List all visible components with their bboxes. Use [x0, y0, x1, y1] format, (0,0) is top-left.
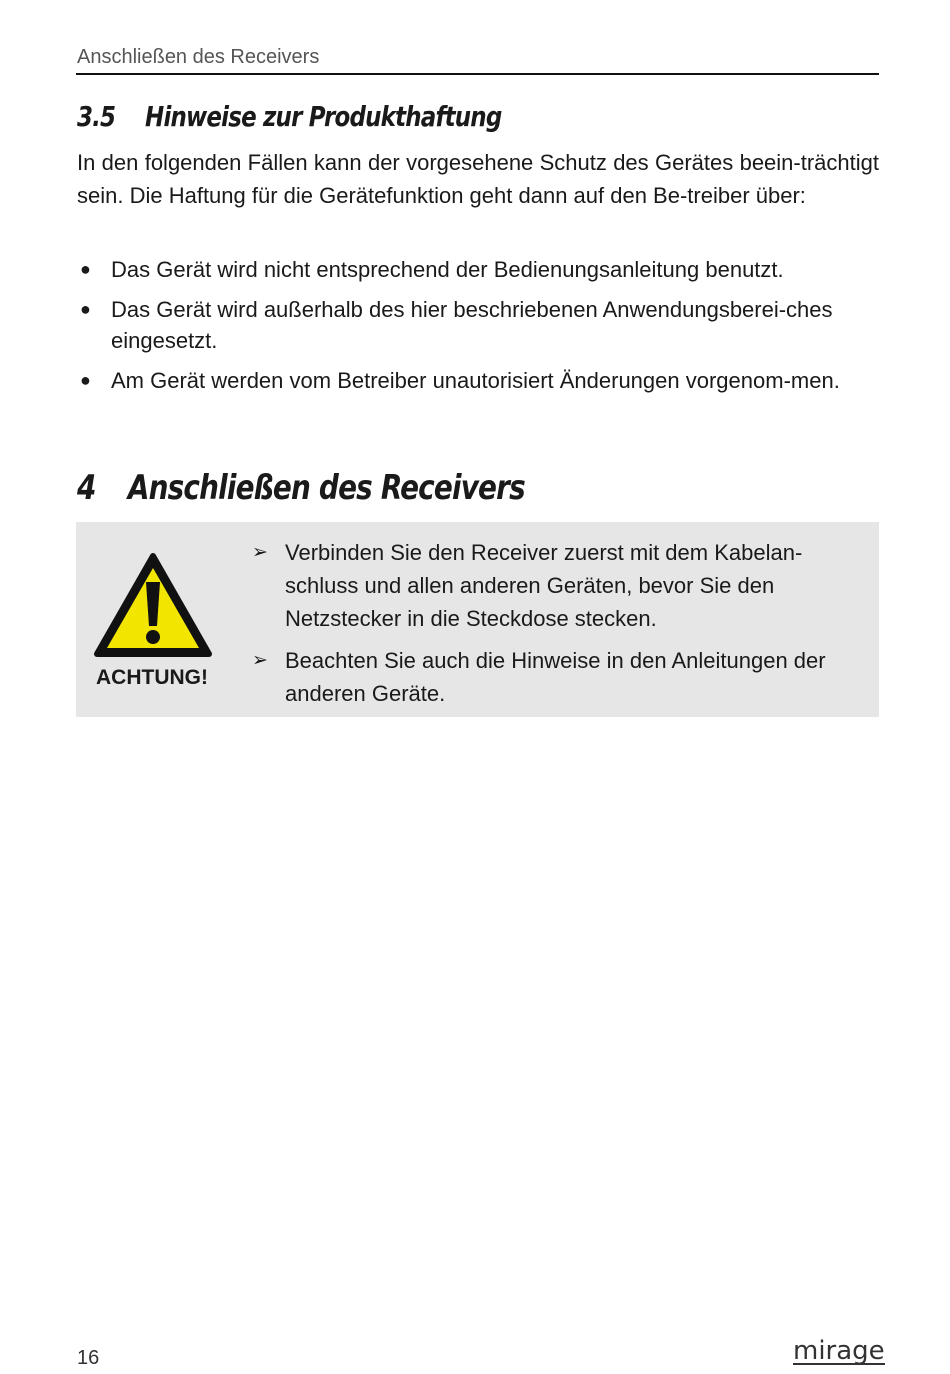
chapter-number: 4 — [77, 468, 96, 508]
warning-list — [252, 536, 852, 719]
warning-label: ACHTUNG! — [96, 666, 208, 689]
running-header: Anschließen des Receivers — [77, 46, 320, 68]
bullet-icon: ● — [80, 299, 91, 319]
section-heading — [77, 100, 501, 133]
list-item — [77, 365, 879, 396]
warning-item-text: Verbinden Sie den Receiver zuerst mit dem Kabelan-schluss und allen anderen Geräten, bevor Sie den Netzstecker in die Steckdose stecken. — [285, 540, 803, 631]
warning-box — [76, 522, 879, 717]
header-rule — [76, 73, 879, 75]
list-item — [77, 254, 879, 285]
page-number: 16 — [77, 1347, 100, 1369]
warning-item-text: Beachten Sie auch die Hinweise in den Anleitungen der anderen Geräte. — [285, 648, 826, 706]
warning-item — [252, 644, 852, 710]
section-number: 3.5 — [77, 100, 116, 133]
chapter-heading — [77, 468, 525, 508]
section-title: Hinweise zur Produkthaftung — [145, 100, 502, 133]
warning-item — [252, 536, 852, 635]
bullet-icon: ● — [80, 370, 91, 390]
chapter-title: Anschließen des Receivers — [127, 468, 525, 508]
brand-logo: mirage — [793, 1336, 885, 1366]
list-item-text: Das Gerät wird nicht entsprechend der Bedienungsanleitung benutzt. — [111, 257, 784, 282]
bullet-icon: ● — [80, 259, 91, 279]
liability-list — [77, 254, 879, 405]
intro-paragraph: In den folgenden Fällen kann der vorgesehene Schutz des Gerätes beein-trächtigt sein. Die Haftung für die Gerätefunktion geht dann auf den Be-treiber über: — [77, 150, 879, 208]
list-item — [77, 294, 879, 356]
list-item-text: Das Gerät wird außerhalb des hier beschriebenen Anwendungsberei-ches eingesetzt. — [111, 297, 833, 353]
arrow-bullet-icon: ➢ — [252, 650, 268, 671]
list-item-text: Am Gerät werden vom Betreiber unautorisiert Änderungen vorgenom-men. — [111, 368, 840, 393]
warning-triangle-icon — [93, 552, 213, 658]
arrow-bullet-icon: ➢ — [252, 542, 268, 563]
